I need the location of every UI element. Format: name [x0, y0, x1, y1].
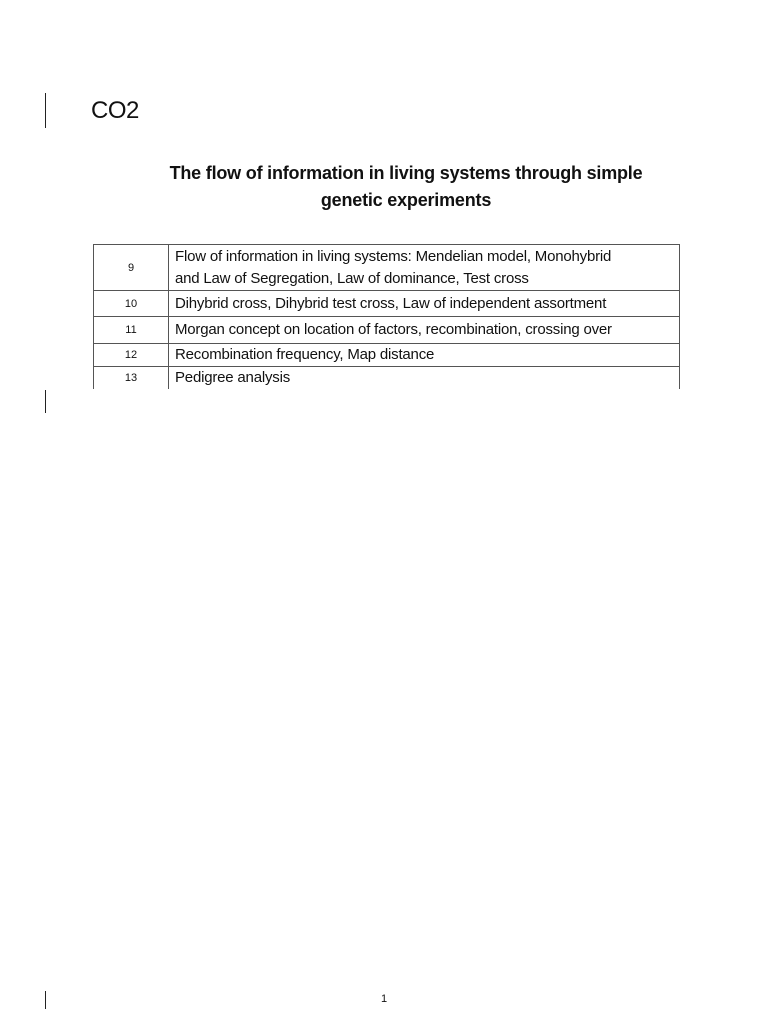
page-heading: CO2: [91, 97, 139, 124]
table-row: [94, 367, 680, 390]
table-row: [94, 245, 680, 291]
row-description-line: and Law of Segregation, Law of dominance, Test cross: [175, 269, 529, 287]
table-row: [94, 291, 680, 317]
row-description-line: Morgan concept on location of factors, recombination, crossing over: [175, 321, 612, 338]
row-description: [169, 317, 680, 344]
revision-bar-middle: [45, 390, 46, 413]
page-title: [130, 160, 682, 214]
page-title-line-1: The flow of information in living systems through simple: [169, 163, 643, 183]
row-description: [169, 367, 680, 390]
row-description-line: Recombination frequency, Map distance: [175, 346, 435, 363]
row-description-line: Flow of information in living systems: Mendelian model, Monohybrid: [175, 247, 612, 265]
row-number: 13: [94, 367, 169, 390]
page-title-line-2: genetic experiments: [320, 190, 492, 210]
page-number: 1: [380, 993, 388, 1005]
row-description: [169, 245, 680, 291]
table-row: [94, 344, 680, 367]
row-description: [169, 344, 680, 367]
table-row: [94, 317, 680, 344]
row-number: 10: [94, 291, 169, 317]
row-number: 12: [94, 344, 169, 367]
revision-bar-top: [45, 93, 46, 128]
row-description-line: Pedigree analysis: [175, 369, 291, 386]
topic-table: [93, 244, 680, 389]
row-number: 11: [94, 317, 169, 344]
row-description-line: Dihybrid cross, Dihybrid test cross, Law of independent assortment: [175, 294, 607, 312]
row-description: [169, 291, 680, 317]
row-number: 9: [94, 245, 169, 291]
